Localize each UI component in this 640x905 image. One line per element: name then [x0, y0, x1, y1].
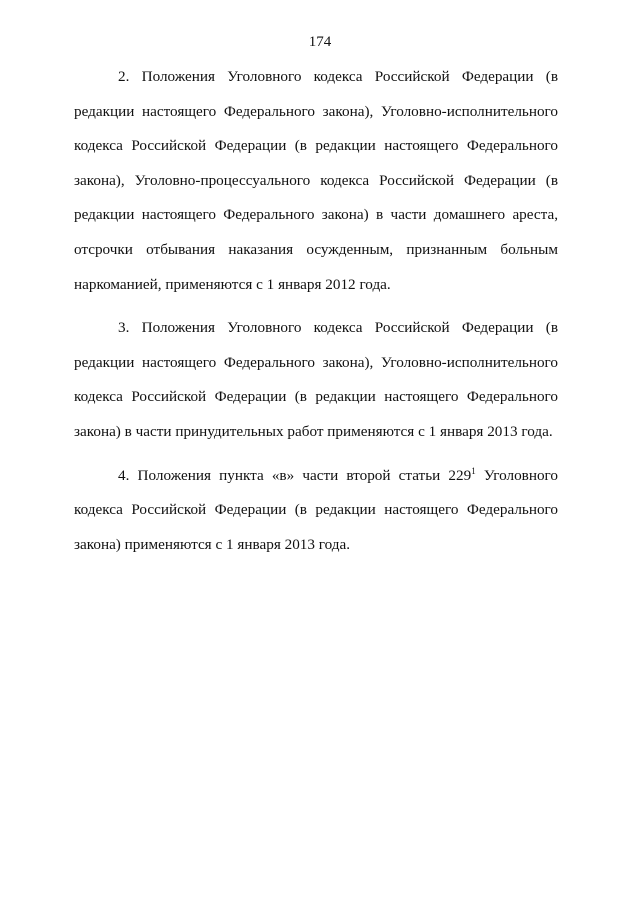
document-body [74, 60, 558, 571]
paragraph-4-text-after: Уголовного кодекса Российской Федерации (в редакции настоящего Федерального закона) применяются с 1 января 2013 года. [74, 466, 559, 553]
paragraph-4 [74, 459, 558, 563]
page-number: 174 [308, 34, 332, 50]
article-superscript: 1 [471, 465, 476, 476]
paragraph-4-text-before: 4. Положения пункта «в» части второй статьи 229 [118, 466, 472, 484]
paragraph-3: 3. Положения Уголовного кодекса Российской Федерации (в редакции настоящего Федерального закона), Уголовно-исполнительного кодекса Российской Федерации (в редакции настоящего Федерального закона) в части принудительных работ применяются с 1 января 2013 года. [74, 319, 558, 440]
paragraph-2: 2. Положения Уголовного кодекса Российской Федерации (в редакции настоящего Федерального закона), Уголовно-исполнительного кодекса Российской Федерации (в редакции настоящего Федерального закона), Уголовно-процессуального кодекса Российской Федерации (в редакции настоящего Федерального закона) в части домашнего ареста, отсрочки отбывания наказания осужденным, признанным больным наркоманией, применяются с 1 января 2012 года. [74, 68, 558, 293]
